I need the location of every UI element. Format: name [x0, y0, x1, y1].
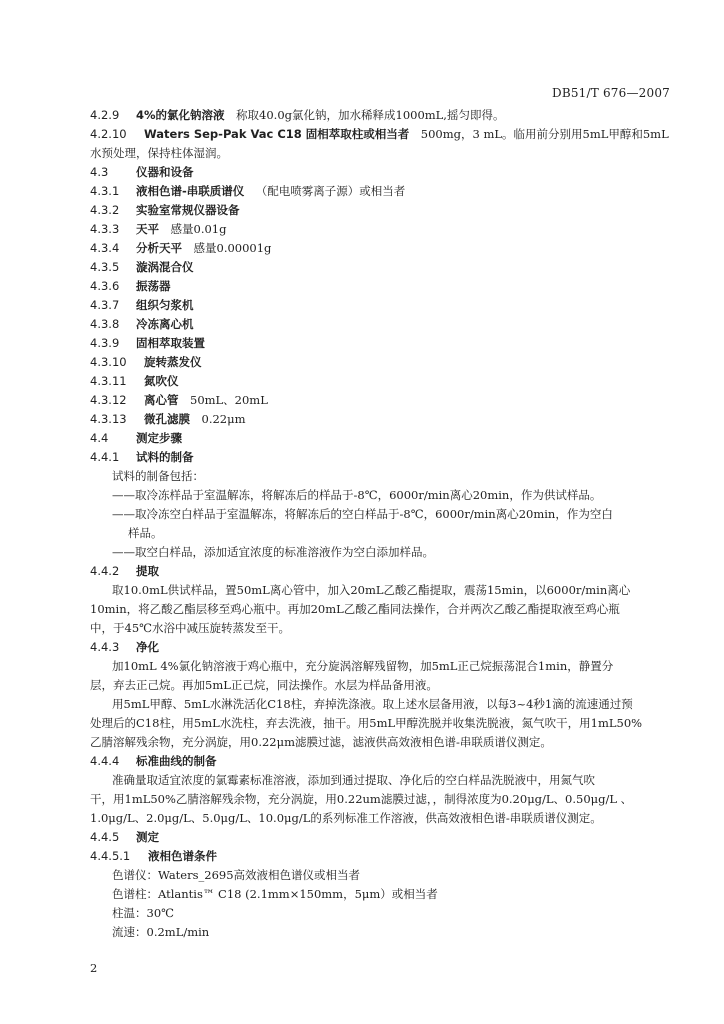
section-line — [90, 752, 660, 771]
body-text: 感量0.00001g — [193, 241, 272, 255]
section-line — [90, 353, 660, 372]
text-line — [90, 733, 660, 752]
section-title: 标准曲线的制备 — [136, 754, 217, 768]
section-line — [90, 638, 660, 657]
section-number: 4.4.4 — [90, 754, 120, 768]
section-number: 4.3 — [90, 165, 109, 179]
body-text: 色谱仪：Waters_2695高效液相色谱仪或相当者 — [112, 868, 361, 882]
page-number: 2 — [90, 961, 98, 975]
section-title: 组织匀浆机 — [136, 298, 194, 312]
section-title: 测定步骤 — [136, 431, 182, 445]
body-text: 加10mL 4%氯化钠溶液于鸡心瓶中，充分旋涡溶解残留物，加5mL正己烷振荡混合1min，静置分 — [112, 659, 614, 673]
section-line — [90, 372, 660, 391]
section-number: 4.4.1 — [90, 450, 120, 464]
text-line — [90, 657, 660, 676]
section-line — [90, 448, 660, 467]
body-text: 准确量取适宜浓度的氯霉素标准溶液，添加到通过提取、净化后的空白样品洗脱液中，用氮气吹 — [112, 773, 595, 787]
body-text: 0.22μm — [201, 412, 246, 426]
section-line — [90, 239, 660, 258]
section-number: 4.3.6 — [90, 279, 120, 293]
section-title: 仪器和设备 — [136, 165, 194, 179]
text-line — [90, 543, 660, 562]
text-line — [90, 486, 660, 505]
section-title: Waters Sep-Pak Vac C18 固相萃取柱或相当者 — [144, 127, 410, 141]
body-text: 样品。 — [128, 526, 163, 540]
text-line — [90, 695, 660, 714]
section-line — [90, 277, 660, 296]
body-text: 色谱柱：Atlantis™ C18 (2.1mm×150mm，5μm）或相当者 — [112, 887, 438, 901]
section-number: 4.3.12 — [90, 393, 127, 407]
text-line — [90, 144, 660, 163]
body-text: 500mg，3 mL。临用前分别用5mL甲醇和5mL — [420, 127, 669, 141]
text-line — [90, 600, 660, 619]
section-line — [90, 220, 660, 239]
section-line — [90, 334, 660, 353]
text-line — [90, 771, 660, 790]
section-title: 冷冻离心机 — [136, 317, 194, 331]
text-line — [90, 923, 660, 942]
standard-code-header: DB51/T 676—2007 — [552, 86, 671, 100]
section-line — [90, 429, 660, 448]
section-title: 固相萃取装置 — [136, 336, 205, 350]
section-number: 4.3.5 — [90, 260, 120, 274]
body-text: 层，弃去正己烷。再加5mL正己烷，同法操作。水层为样品备用液。 — [90, 678, 438, 692]
section-number: 4.4.5 — [90, 830, 120, 844]
body-text: 取10.0mL供试样品，置50mL离心管中，加入20mL乙酸乙酯提取，震荡15min，以6000r/min离心 — [112, 583, 631, 597]
body-text: 1.0μg/L、2.0μg/L、5.0μg/L、10.0μg/L的系列标准工作溶液，供高效液相色谱-串联质谱仪测定。 — [90, 811, 602, 825]
section-number: 4.3.10 — [90, 355, 127, 369]
body-text: 水预处理，保持柱体湿润。 — [90, 146, 228, 160]
section-number: 4.4.2 — [90, 564, 120, 578]
section-line — [90, 847, 660, 866]
section-line — [90, 296, 660, 315]
text-line — [90, 714, 660, 733]
section-title: 氮吹仪 — [144, 374, 179, 388]
section-line — [90, 106, 660, 125]
body-text: 试料的制备包括： — [112, 469, 204, 483]
section-number: 4.2.9 — [90, 108, 120, 122]
section-title: 液相色谱条件 — [148, 849, 217, 863]
text-line — [90, 676, 660, 695]
section-line — [90, 125, 669, 144]
document-body — [90, 106, 669, 942]
body-text: ——取空白样品，添加适宜浓度的标准溶液作为空白添加样品。 — [112, 545, 434, 559]
body-text: 10min，将乙酸乙酯层移至鸡心瓶中。再加20mL乙酸乙酯同法操作，合并两次乙酸乙酯提取液至鸡心瓶 — [90, 602, 620, 616]
text-line — [90, 619, 660, 638]
text-line — [90, 866, 660, 885]
body-text: 柱温：30℃ — [112, 906, 174, 920]
section-line — [90, 258, 660, 277]
text-line — [90, 809, 660, 828]
body-text: 处理后的C18柱，用5mL水洗柱，弃去洗液，抽干。用5mL甲醇洗脱并收集洗脱液，氮气吹干，用1mL50% — [90, 716, 643, 730]
section-line — [90, 391, 660, 410]
section-title: 4%的氯化钠溶液 — [136, 108, 225, 122]
section-title: 天平 — [136, 222, 159, 236]
section-title: 试料的制备 — [136, 450, 194, 464]
section-line — [90, 828, 660, 847]
body-text: 乙腈溶解残余物，充分涡旋，用0.22μm滤膜过滤，滤液供高效液相色谱-串联质谱仪测定。 — [90, 735, 552, 749]
body-text: ——取冷冻样品于室温解冻，将解冻后的样品于-8℃，6000r/min离心20min，作为供试样品。 — [112, 488, 602, 502]
body-text: 中，于45℃水浴中减压旋转蒸发至干。 — [90, 621, 290, 635]
body-text: 50mL、20mL — [190, 393, 268, 407]
section-number: 4.3.1 — [90, 184, 120, 198]
section-number: 4.3.11 — [90, 374, 127, 388]
section-title: 测定 — [136, 830, 159, 844]
section-title: 提取 — [136, 564, 159, 578]
section-number: 4.3.3 — [90, 222, 120, 236]
body-text: 干，用1mL50%乙腈溶解残余物，充分涡旋，用0.22um滤膜过滤，，制得浓度为0.20μg/L、0.50μg/L 、 — [90, 792, 633, 806]
section-number: 4.4.5.1 — [90, 849, 131, 863]
section-number: 4.3.8 — [90, 317, 120, 331]
section-line — [90, 163, 660, 182]
section-title: 净化 — [136, 640, 159, 654]
body-text: 称取40.0g氯化钠，加水稀释成1000mL,摇匀即得。 — [236, 108, 505, 122]
section-title: 液相色谱-串联质谱仪 — [136, 184, 245, 198]
section-number: 4.3.9 — [90, 336, 120, 350]
section-number: 4.4.3 — [90, 640, 120, 654]
section-line — [90, 410, 660, 429]
section-number: 4.3.7 — [90, 298, 120, 312]
section-title: 实验室常规仪器设备 — [136, 203, 240, 217]
section-title: 分析天平 — [136, 241, 182, 255]
section-number: 4.4 — [90, 431, 109, 445]
text-line — [90, 790, 660, 809]
body-text: ——取冷冻空白样品于室温解冻，将解冻后的空白样品于-8℃，6000r/min离心20min，作为空白 — [112, 507, 613, 521]
text-line — [90, 904, 660, 923]
body-text: 用5mL甲醇、5mL水淋洗活化C18柱，弃掉洗涤液。取上述水层备用液，以每3~4秒1滴的流速通过预 — [112, 697, 633, 711]
text-line — [90, 524, 660, 543]
text-line — [90, 467, 660, 486]
section-title: 微孔滤膜 — [144, 412, 190, 426]
section-number: 4.3.13 — [90, 412, 127, 426]
text-line — [90, 581, 660, 600]
body-text: 流速：0.2mL/min — [112, 925, 210, 939]
section-number: 4.2.10 — [90, 127, 127, 141]
section-title: 振荡器 — [136, 279, 171, 293]
section-title: 旋转蒸发仪 — [144, 355, 202, 369]
section-line — [90, 315, 660, 334]
section-line — [90, 201, 660, 220]
text-line — [90, 505, 660, 524]
body-text: 感量0.01g — [170, 222, 227, 236]
text-line — [90, 885, 660, 904]
section-line — [90, 562, 660, 581]
section-line — [90, 182, 660, 201]
section-title: 离心管 — [144, 393, 179, 407]
section-title: 漩涡混合仪 — [136, 260, 194, 274]
section-number: 4.3.4 — [90, 241, 120, 255]
body-text: （配电喷雾离子源）或相当者 — [255, 184, 406, 198]
section-number: 4.3.2 — [90, 203, 120, 217]
